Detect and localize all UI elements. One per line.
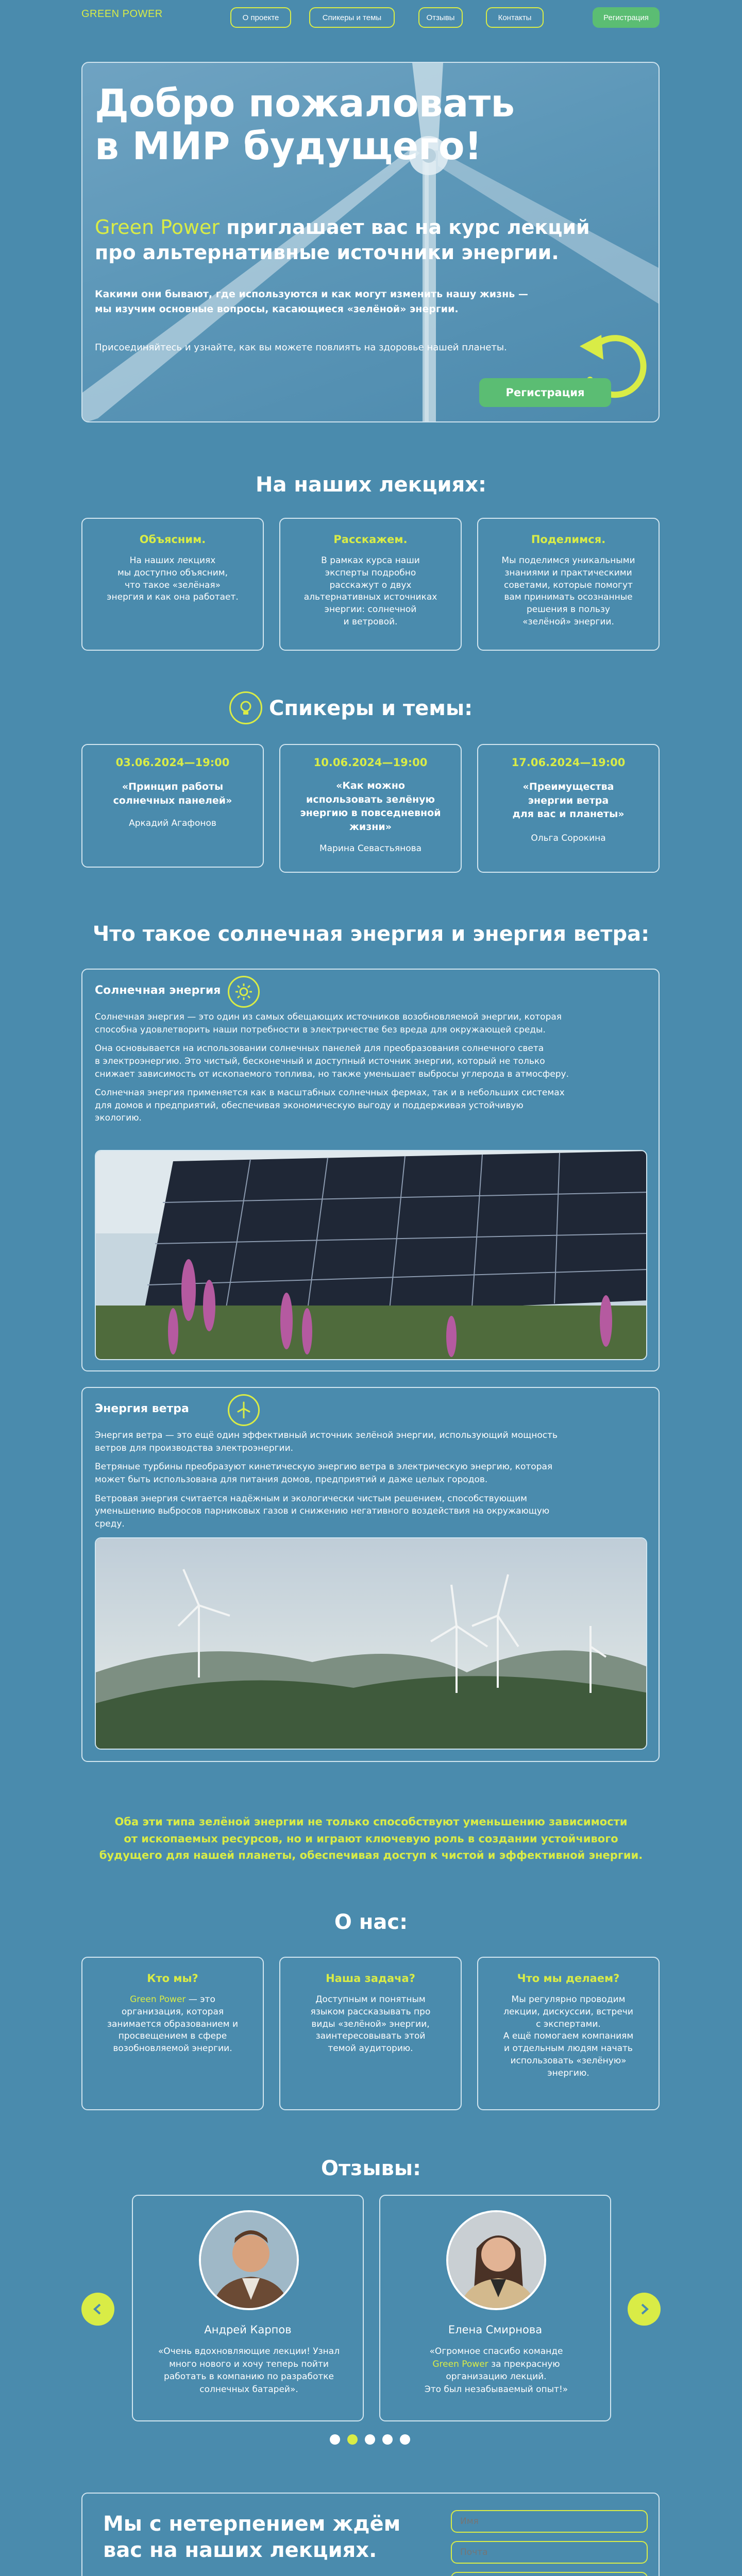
nav-contacts[interactable]: Контакты [486,7,544,28]
reviews-next-button[interactable] [628,2293,661,2326]
about-card-task: Наша задача? Доступным и понятным языком рассказывать про виды «зелёной» энергии, заинтересовывать этой темой аудиторию. [279,1957,462,2110]
lightbulb-icon [229,691,262,724]
name-field[interactable] [451,2510,648,2533]
review-card-1 [132,2195,364,2421]
lecture-card-tell: Расскажем. В рамках курса наши эксперты подробно расскажут о двух альтернативных источниках энергии: солнечной и ветровой. [279,518,462,651]
phone-field[interactable] [451,2572,648,2576]
speaker-card-2: 10.06.2024—19:00 «Как можно использовать зелёную энергию в повседневной жизни» Марина Севастьянова [279,744,462,873]
lecture-card-explain: Объясним. На наших лекциях мы доступно объясним, что такое «зелёная» энергия и как она работает. [81,518,264,651]
reviewer-name: Андрей Карпов [204,2324,292,2336]
energy-title: Что такое солнечная энергия и энергия ветра: [92,922,650,946]
carousel-dot-2[interactable] [347,2434,358,2445]
reviews-title: Отзывы: [321,2157,421,2180]
speaker-card-3: 17.06.2024—19:00 «Преимущества энергии ветра для вас и планеты» Ольга Сорокина [477,744,660,873]
sun-icon [228,976,260,1008]
carousel-dot-4[interactable] [382,2434,393,2445]
avatar [446,2210,546,2310]
solar-text: Солнечная энергия — это один из самых обещающих источников возобновляемой энергии, которая способна удовлетворить наши потребности в электричестве без вреда для окружающей среды. Она основывается на использовании солнечных панелей для преобразования солнечного света в электроэнергию. Это чистый, бесконечный и доступный источник энергии, который не только снижает зависимость от ископаемого топлива, но также уменьшает выбросы углерода в атмосферу. Солнечная энергия применяется как в масштабных солнечных фермах, так и в небольших системах для домов и предприятий, обеспечивая экономическую выгоду и поддерживая устойчивую экологию. [95,1012,569,1124]
solar-energy-card [81,969,660,1371]
speaker-card-1: 03.06.2024—19:00 «Принцип работы солнечных панелей» Аркадий Агафонов [81,744,264,868]
wind-text: Энергия ветра — это ещё один эффективный источник зелёной энергии, использующий мощность ветров для производства электроэнергии. Ветряные турбины преобразуют кинетическую энергию ветра в электрическую энергию, которая может быть использована для питания домов, предприятий и даже целых городов. Ветровая энергия считается надёжным и экологически чистым решением, способствующим уменьшению выбросов парниковых газов и снижению негативного воздействия на окружающую среду. [95,1430,558,1529]
speakers-title: Спикеры и темы: [269,697,473,720]
hero-description: Какими они бывают, где используются и как могут изменить нашу жизнь — мы изучим основные вопросы, касающиеся «зелёной» энергии. [95,289,528,315]
carousel-dot-3[interactable] [365,2434,375,2445]
reviews-prev-button[interactable] [81,2293,114,2326]
email-field[interactable] [451,2541,648,2564]
solar-panels-photo [95,1150,647,1360]
chevron-right-icon [637,2302,651,2316]
avatar [199,2210,299,2310]
solar-heading: Солнечная энергия [95,984,221,997]
carousel-dot-1[interactable] [330,2434,340,2445]
energy-summary: Оба эти типа зелёной энергии не только способствуют уменьшению зависимости от ископаемых ресурсов, но и играют ключевую роль в создании устойчивого будущего для нашей планеты, обеспечивая доступ к чистой и эффективной энергии. [99,1816,643,1862]
nav-about[interactable]: О проекте [230,7,291,28]
wind-turbines-photo [95,1537,647,1750]
signup-title: Мы с нетерпением ждём вас на наших лекциях. [103,2512,401,2563]
nav-reviews[interactable]: Отзывы [418,7,463,28]
carousel-dot-5[interactable] [400,2434,410,2445]
wind-heading: Энергия ветра [95,1402,189,1415]
reviewer-name: Елена Смирнова [448,2324,543,2336]
review-card-2 [379,2195,611,2421]
review-text: «Очень вдохновляющие лекции! Узнал много нового и хочу теперь пойти работать в компанию по разработке солнечных батарей». [158,2346,340,2395]
header-register-button[interactable]: Регистрация [593,7,660,28]
review-text: «Огромное спасибо команде Green Power за прекрасную организацию лекций. Это был незабываемый опыт!» [424,2346,568,2395]
about-title: О нас: [334,1910,408,1934]
header-logo[interactable]: GREEN POWER [81,8,163,20]
wind-energy-card [81,1387,660,1762]
about-card-what: Что мы делаем? Мы регулярно проводим лекции, дискуссии, встречи с экспертами. А ещё помогаем компаниям и отдельным людям начать использовать «зелёную» энергию. [477,1957,660,2110]
nav-speakers[interactable]: Спикеры и темы [309,7,395,28]
hero-register-button[interactable]: Регистрация [479,378,611,407]
about-card-who: Кто мы? Green Power — это организация, которая занимается образованием и просвещением в сфере возобновляемой энергии. [81,1957,264,2110]
hero-title: Добро пожаловать в МИР будущего! [95,81,515,168]
lectures-title: На наших лекциях: [256,473,486,497]
wind-turbine-icon [228,1394,260,1426]
lecture-card-share: Поделимся. Мы поделимся уникальными знаниями и практическими советами, которые помогут вам принимать осознанные решения в пользу «зелёной» энергии. [477,518,660,651]
hero-subtitle: Green Power приглашает вас на курс лекций про альтернативные источники энергии. [95,216,590,264]
hero-invite-text: Присоединяйтесь и узнайте, как вы можете повлиять на здоровье нашей планеты. [95,342,507,353]
hero-banner [81,62,660,422]
chevron-left-icon [91,2302,105,2316]
